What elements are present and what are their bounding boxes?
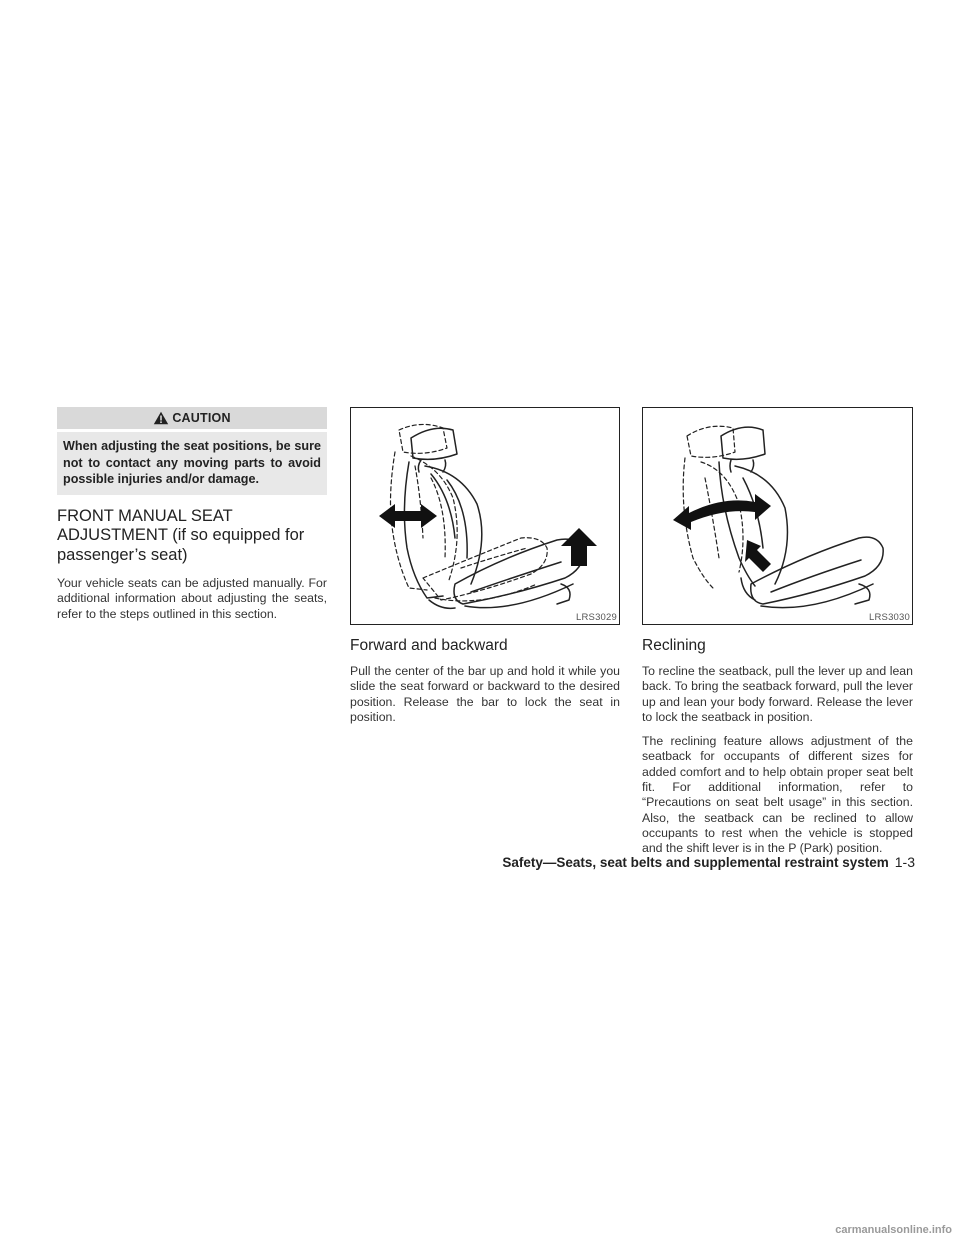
recline-arrow-icon	[673, 494, 771, 530]
seat-recline-illustration	[643, 408, 913, 625]
caution-header	[57, 407, 327, 429]
caution-title: CAUTION	[172, 411, 231, 425]
slide-arrow-icon	[379, 504, 437, 528]
section-title: FRONT MANUAL SEAT ADJUSTMENT (if so equipped for passenger’s seat)	[57, 506, 305, 564]
lever-arrow-icon	[745, 540, 771, 572]
seat-forward-figure	[350, 407, 620, 625]
page-footer	[440, 854, 915, 870]
seat-slide-illustration	[351, 408, 620, 625]
reclining-text-2: The reclining feature allows adjustment of the seatback for occupants of different sizes for added comfort and to help obtain proper seat belt fit. For additional information, refer to “Precautions on seat belt usage” in this section. Also, the seatback can be reclined to allow occupants to rest when the vehicle is stopped and the shift lever is in the P (Park) position.	[642, 734, 913, 856]
left-column	[57, 407, 327, 622]
footer-title: Safety—Seats, seat belts and supplemental restraint system	[502, 855, 889, 870]
figure-code: LRS3029	[575, 612, 617, 623]
figure-code: LRS3030	[868, 612, 910, 623]
caution-text: When adjusting the seat positions, be sure not to contact any moving parts to avoid possible injuries and/or damage.	[57, 432, 327, 495]
lift-arrow-icon	[561, 528, 597, 566]
section-intro: Your vehicle seats can be adjusted manually. For additional information about adjusting the seats, refer to the steps outlined in this section.	[57, 576, 327, 621]
reclining-text-1: To recline the seatback, pull the lever up and lean back. To bring the seatback forward, pull the lever up and lean your body forward. Release the lever to lock the seatback in position.	[642, 664, 913, 724]
reclining-title: Reclining	[642, 637, 706, 654]
middle-column	[350, 407, 620, 725]
warning-icon	[153, 411, 169, 425]
right-column	[642, 407, 913, 857]
watermark-text: carmanualsonline.info	[835, 1224, 952, 1236]
seat-recline-figure	[642, 407, 913, 625]
page-number: 1-3	[894, 854, 915, 870]
forward-backward-title: Forward and backward	[350, 637, 508, 654]
forward-backward-text: Pull the center of the bar up and hold it while you slide the seat forward or backward to the desired position. Release the bar to lock the seat in position.	[350, 664, 620, 724]
